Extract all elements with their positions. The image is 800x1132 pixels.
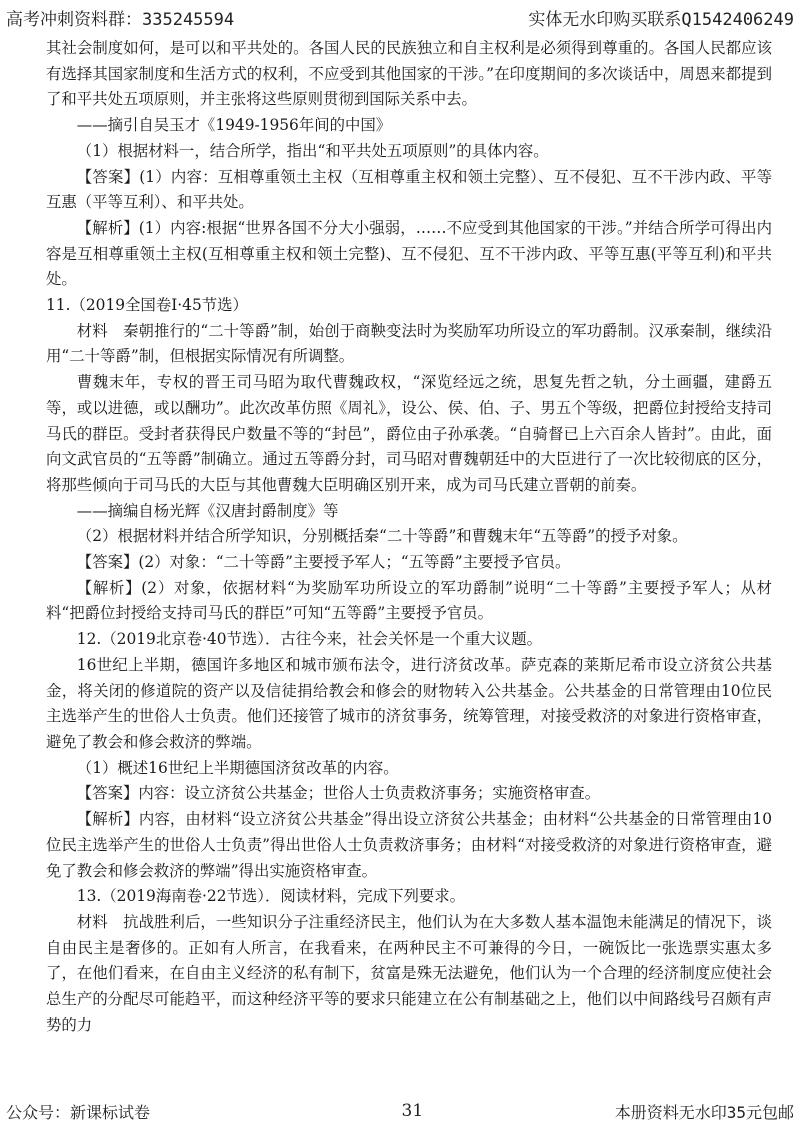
question-text: （1）根据材料一，结合所学，指出“和平共处五项原则”的具体内容。 (76, 141, 549, 160)
question-text: （1）概述16世纪上半期德国济贫改革的内容。 (76, 758, 399, 777)
source-citation: ——摘编自杨光辉《汉唐封爵制度》等 (76, 501, 339, 520)
answer-text: 【答案】内容：设立济贫公共基金；世俗人士负责救济事务；实施资格审查。 (76, 784, 601, 803)
material-text: 16世纪上半期，德国许多地区和城市颁布法令，进行济贫改革。萨克森的莱斯尼希市设立济贫公共基金，将关闭的修道院的资产以及信徒捐给教会和修会的财物转入公共基金。公共基金的日常管理由10位民主选举产生的世俗人士负责。他们还接管了城市的济贫事务，统筹管理，对接受救济的对象进行资格审查，避免了教会和修会救济的弊端。 (46, 655, 772, 751)
answer-text: 【答案】(1）内容：互相尊重领土主权（互相尊重主权和领土完整）、互不侵犯、互不干涉内政、平等互惠（平等互利）、和平共处。 (46, 167, 772, 212)
paragraph-material-continued: 其社会制度如何，是可以和平共处的。各国人民的民族独立和自主权利是必须得到尊重的。各国人民都应该有选择其国家制度和生活方式的权利，不应受到其他国家的干涉。”在印度期间的多次谈话中，周恩来都提到了和平共处五项原则，并主张将这些原则贯彻到国际关系中去。 (46, 39, 772, 109)
question-text: （2）根据材料并结合所学知识，分别概括秦“二十等爵”和曹魏末年“五等爵”的授予对象。 (76, 527, 688, 546)
analysis-text: 【解析】内容，由材料“设立济贫公共基金”得出设立济贫公共基金；由材料“公共基金的日常管理由10位民主选举产生的世俗人士负责”得出世俗人士负责救济事务；由材料“对接受救济的对象进行资格审查，避免了教会和修会救济的弊端”得出实施资格审查。 (46, 810, 772, 880)
question-number: 12.（2019北京卷·40节选）．古往今来，社会关怀是一个重大议题。 (76, 630, 542, 649)
material-text: 曹魏末年，专权的晋王司马昭为取代曹魏政权，“深览经远之统，思复先哲之轨，分土画疆，建爵五等，或以进德，或以酬功”。此次改革仿照《周礼》，设公、侯、伯、子、男五个等级，把爵位封授给支持司马氏的群臣。受封者获得民户数量不等的“封邑”，爵位由子孙承袭。“自骑督已上六百余人皆封”。由此，面向文武官员的“五等爵”制确立。通过五等爵分封，司马昭对曹魏朝廷中的大臣进行了一次比较彻底的区分，将那些倾向于司马氏的大臣与其他曹魏大臣明确区别开来，成为司马氏建立晋朝的前奏。 (46, 373, 772, 494)
source-citation: ——摘引自吴玉才《1949-1956年间的中国》 (76, 116, 392, 135)
header-purchase-contact: 实体无水印购买联系Q1542406249 (528, 9, 794, 30)
header-qq-group: 高考冲刺资料群：335245594 (6, 9, 235, 30)
answer-text: 【答案】(2）对象：“二十等爵”主要授予军人；“五等爵”主要授予官员。 (76, 553, 571, 572)
footer-wechat-account: 公众号：新课标试卷 (6, 1102, 151, 1122)
material-text: 材料 抗战胜利后，一些知识分子注重经济民主，他们认为在大多数人基本温饱未能满足的情况下，谈自由民主是奢侈的。正如有人所言，在我看来，在两种民主不可兼得的今日，一碗饭比一张选票实惠太多了，在他们看来，在自由主义经济的私有制下，贫富是殊无法避免，他们认为一个合理的经济制度应使社会总生产的分配尽可能趋平，而这种经济平等的要求只能建立在公有制基础之上，他们以中间路线号召颇有声势的力 (46, 912, 772, 1034)
page-footer (6, 1098, 794, 1124)
analysis-text: 【解析】(1）内容:根据“世界各国不分大小强弱，……不应受到其他国家的干涉。”并结合所学可得出内容是互相尊重领土主权(互相尊重主权和领土完整)、互不侵犯、互不干涉内政、平等互惠(平等互利)和平共处。 (46, 218, 772, 289)
analysis-text: 【解析】(2）对象，依据材料“为奖励军功所设立的军功爵制”说明“二十等爵”主要授予军人；从材料“把爵位封授给支持司马氏的群臣”可知“五等爵”主要授予官员。 (46, 578, 772, 623)
page-number: 31 (401, 1101, 424, 1121)
page-header (6, 4, 794, 30)
question-number: 11.（2019全国卷Ⅰ·45节选） (46, 296, 248, 315)
material-text: 材料 秦朝推行的“二十等爵”制，始创于商鞅变法时为奖励军功所设立的军功爵制。汉承秦制，继续沿用“二十等爵”制，但根据实际情况有所调整。 (46, 321, 772, 366)
footer-price-note: 本册资料无水印35元包邮 (614, 1102, 794, 1122)
question-number: 13.（2019海南卷·22节选）．阅读材料，完成下列要求。 (76, 887, 466, 906)
document-body (46, 36, 772, 1038)
